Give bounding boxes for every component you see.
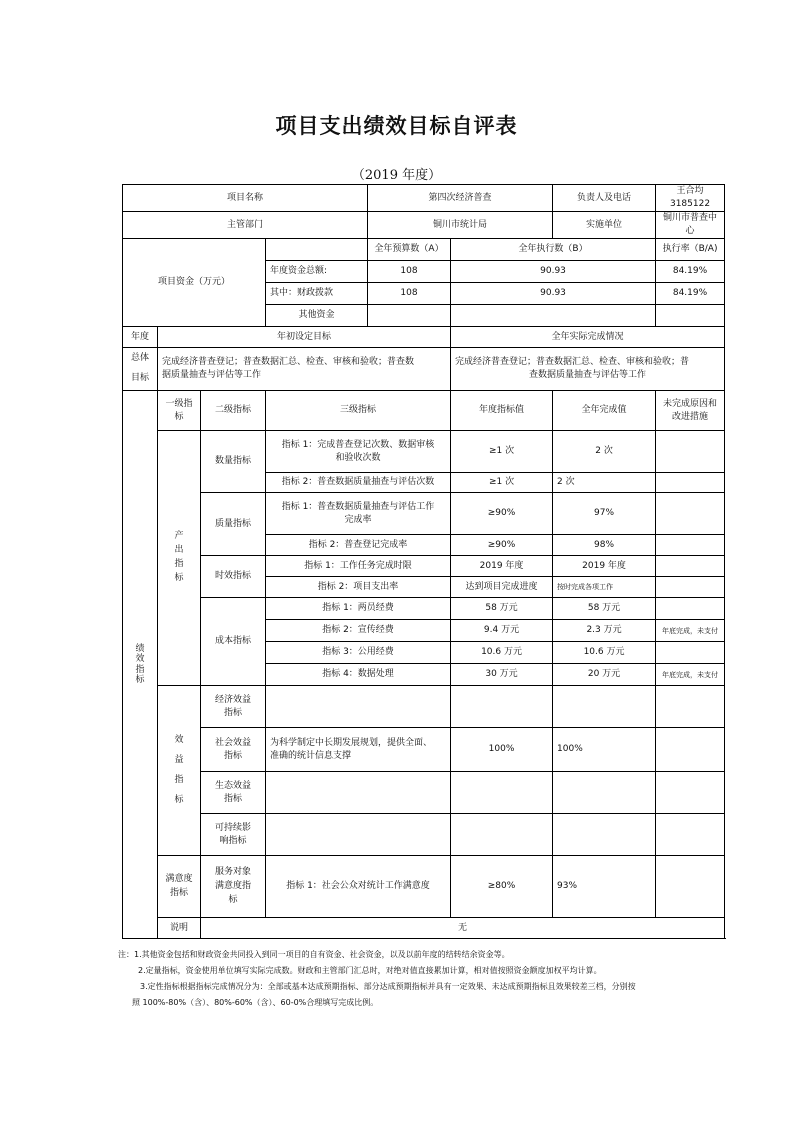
t2-target: 达到项目完成进度 — [451, 577, 553, 598]
satis-indicator-label — [158, 856, 201, 918]
econ-done — [553, 686, 656, 728]
satis-sub-line: 标 — [228, 894, 238, 905]
indicators-section-label — [123, 391, 158, 939]
satis-sub-line: 服务对象 — [214, 866, 251, 877]
footnote-3-cont: 照 100%-80%（含）、80%-60%（含）、60-0%合理填写完成比例。 — [132, 998, 379, 1007]
t2-done: 按时完成各项工作 — [553, 577, 656, 598]
eco-target — [451, 772, 553, 814]
ql1-line: 指标 1：普查数据质量抽查与评估工作 — [281, 501, 435, 512]
time-label: 时效指标 — [201, 556, 266, 598]
econ-reason — [656, 686, 725, 728]
eco-text — [266, 772, 451, 814]
footnote-2: 2.定量指标，资金使用单位填写实际完成数。财政和主管部门汇总时，对绝对值直接累加计算，相对值按照资金额度加权平均计算。 — [138, 966, 602, 975]
satis-reason — [656, 856, 725, 918]
satis-label-line: 满意度 — [165, 873, 193, 884]
goals-actual-header: 全年实际完成情况 — [451, 327, 725, 348]
c1-reason — [656, 598, 725, 620]
funds-row-budget — [368, 305, 451, 327]
satis-done: 93% — [553, 856, 656, 918]
contact-label: 负责人及电话 — [553, 185, 656, 212]
funds-row-exec: 90.93 — [451, 283, 656, 305]
footnote-3: 3.定性指标根据指标完成情况分为：全部或基本达成预期指标、部分达成预期指标并具有一定效果、未达成预期指标且效果较差三档，分别按 — [140, 982, 636, 991]
sus-line: 可持续影 — [214, 822, 251, 833]
contact-value: 王合均 3185122 — [656, 185, 725, 212]
sus-reason — [656, 814, 725, 856]
q1-text — [266, 431, 451, 473]
q1-done: 2 次 — [553, 431, 656, 473]
unit-label: 实施单位 — [553, 212, 656, 239]
q1-line: 指标 1：完成普查登记次数、数据审核 — [281, 439, 435, 450]
funds-row-label: 年度资金总额: — [266, 261, 368, 283]
goals-actual — [451, 348, 725, 391]
c4-target: 30 万元 — [451, 664, 553, 686]
goals-label-2: 总体 — [130, 353, 149, 364]
output-char: 指 — [174, 559, 184, 570]
econ-text — [266, 686, 451, 728]
ql2-reason — [656, 535, 725, 556]
goals-actual-line: 完成经济普查登记；普查数据汇总、检查、审核和验收；普 — [455, 357, 690, 368]
year-label: （2019 年度） — [351, 168, 442, 183]
footnote-1: 注：1.其他资金包括和财政资金共同投入到同一项目的自有资金、社会资金，以及以前年度的结转结余资金等。 — [118, 950, 510, 959]
project-name-label: 项目名称 — [123, 185, 368, 212]
q1-target: ≥1 次 — [451, 431, 553, 473]
goals-actual-line: 查数据质量抽查与评估等工作 — [529, 370, 647, 381]
goals-label-3: 目标 — [130, 373, 149, 384]
social-target: 100% — [451, 728, 553, 772]
funds-row-exec — [451, 305, 656, 327]
ql2-target: ≥90% — [451, 535, 553, 556]
funds-col-exec: 全年执行数（B） — [451, 239, 656, 261]
quantity-label: 数量指标 — [201, 431, 266, 493]
funds-row-rate — [656, 305, 725, 327]
funds-row-label: 其中：财政拨款 — [266, 283, 368, 305]
c4-done: 20 万元 — [553, 664, 656, 686]
c1-text: 指标 1：两员经费 — [266, 598, 451, 620]
h-reason-b: 改进措施 — [672, 411, 709, 422]
econ-line: 经济效益 — [214, 694, 251, 705]
remarks-label: 说明 — [158, 918, 201, 939]
funds-row-budget: 108 — [368, 283, 451, 305]
remarks-value: 无 — [201, 918, 725, 939]
h-level1-a: 一级指 — [165, 398, 193, 409]
h-reason-a: 未完成原因和 — [663, 398, 718, 409]
h-level2: 二级指标 — [201, 391, 266, 431]
indicators-section-text: 绩效指标 — [135, 644, 145, 686]
q1-line: 和验收次数 — [335, 452, 381, 463]
funds-row-rate: 84.19% — [656, 261, 725, 283]
ql1-target: ≥90% — [451, 493, 553, 535]
t1-target: 2019 年度 — [451, 556, 553, 577]
ql1-text — [266, 493, 451, 535]
c3-text: 指标 3：公用经费 — [266, 642, 451, 664]
footnotes — [118, 949, 728, 1013]
goals-label-1: 年度 — [123, 327, 158, 348]
quality-label: 质量指标 — [201, 493, 266, 556]
funds-row-rate: 84.19% — [656, 283, 725, 305]
social-text — [266, 728, 451, 772]
t2-reason — [656, 577, 725, 598]
funds-col-rate: 执行率（B/A) — [656, 239, 725, 261]
q2-text: 指标 2：普查数据质量抽查与评估次数 — [266, 473, 451, 493]
benefit-char: 益 — [174, 754, 184, 765]
c2-reason: 年底完成，未支付 — [656, 620, 725, 642]
ql2-done: 98% — [553, 535, 656, 556]
output-char: 出 — [174, 545, 184, 556]
t1-reason — [656, 556, 725, 577]
page-title: 项目支出绩效目标自评表 — [275, 113, 518, 138]
sus-target — [451, 814, 553, 856]
q2-reason — [656, 473, 725, 493]
sus-line: 响指标 — [219, 835, 247, 846]
social-line: 指标 — [223, 750, 242, 761]
funds-col-budget: 全年预算数（A） — [368, 239, 451, 261]
c1-target: 58 万元 — [451, 598, 553, 620]
t1-text: 指标 1：工作任务完成时限 — [266, 556, 451, 577]
econ-line: 指标 — [223, 707, 242, 718]
benefit-char: 标 — [174, 794, 184, 805]
funds-row-budget: 108 — [368, 261, 451, 283]
c1-done: 58 万元 — [553, 598, 656, 620]
ql2-text: 指标 2：普查登记完成率 — [266, 535, 451, 556]
dept-label: 主管部门 — [123, 212, 368, 239]
goals-target-line: 据质量抽查与评估等工作 — [162, 370, 262, 381]
h-annual: 年度指标值 — [451, 391, 553, 431]
cost-label: 成本指标 — [201, 598, 266, 686]
c3-target: 10.6 万元 — [451, 642, 553, 664]
q2-target: ≥1 次 — [451, 473, 553, 493]
satis-label-line: 指标 — [169, 887, 188, 898]
eco-label — [201, 772, 266, 814]
unit-value: 铜川市普查中心 — [656, 212, 725, 239]
funds-row-exec: 90.93 — [451, 261, 656, 283]
funds-label: 项目资金（万元） — [123, 239, 266, 327]
social-line: 社会效益 — [214, 737, 251, 748]
c4-text: 指标 4：数据处理 — [266, 664, 451, 686]
funds-row-label: 其他资金 — [266, 305, 368, 327]
sus-done — [553, 814, 656, 856]
output-char: 产 — [174, 531, 184, 542]
eco-line: 生态效益 — [214, 780, 251, 791]
satis-target: ≥80% — [451, 856, 553, 918]
benefit-indicator-label — [158, 686, 201, 856]
benefit-char: 指 — [174, 774, 184, 785]
c2-done: 2.3 万元 — [553, 620, 656, 642]
dept-value: 铜川市统计局 — [368, 212, 553, 239]
q2-done: 2 次 — [553, 473, 656, 493]
h-level1 — [158, 391, 201, 431]
ql1-line: 完成率 — [344, 514, 372, 525]
goals-label-2-3 — [123, 348, 158, 391]
social-text-line: 为科学制定中长期发展规划，提供全面、 — [270, 737, 433, 748]
eco-done — [553, 772, 656, 814]
econ-target — [451, 686, 553, 728]
sus-label — [201, 814, 266, 856]
ql1-reason — [656, 493, 725, 535]
t1-done: 2019 年度 — [553, 556, 656, 577]
h-done: 全年完成值 — [553, 391, 656, 431]
h-level1-b: 标 — [174, 411, 184, 422]
sus-text — [266, 814, 451, 856]
goals-target — [158, 348, 451, 391]
project-name-value: 第四次经济普查 — [368, 185, 553, 212]
satis-sub-line: 满意度指 — [214, 880, 251, 891]
eco-line: 指标 — [223, 793, 242, 804]
evaluation-table — [122, 184, 725, 939]
c2-target: 9.4 万元 — [451, 620, 553, 642]
output-indicator-label — [158, 431, 201, 686]
q1-reason — [656, 431, 725, 473]
t2-text: 指标 2：项目支出率 — [266, 577, 451, 598]
econ-label — [201, 686, 266, 728]
social-reason — [656, 728, 725, 772]
h-level3: 三级指标 — [266, 391, 451, 431]
funds-blank — [266, 239, 368, 261]
satis-sub-label — [201, 856, 266, 918]
h-reason — [656, 391, 725, 431]
c3-reason — [656, 642, 725, 664]
output-char: 标 — [174, 573, 184, 584]
satis-text: 指标 1：社会公众对统计工作满意度 — [266, 856, 451, 918]
eco-reason — [656, 772, 725, 814]
ql1-done: 97% — [553, 493, 656, 535]
social-label — [201, 728, 266, 772]
social-done: 100% — [553, 728, 656, 772]
c2-text: 指标 2：宣传经费 — [266, 620, 451, 642]
goals-target-line: 完成经济普查登记；普查数据汇总、检查、审核和验收；普查数 — [162, 357, 415, 368]
c4-reason: 年底完成，未支付 — [656, 664, 725, 686]
social-text-line: 准确的统计信息支撑 — [270, 750, 352, 761]
goals-target-header: 年初设定目标 — [158, 327, 451, 348]
c3-done: 10.6 万元 — [553, 642, 656, 664]
benefit-char: 效 — [174, 734, 184, 745]
